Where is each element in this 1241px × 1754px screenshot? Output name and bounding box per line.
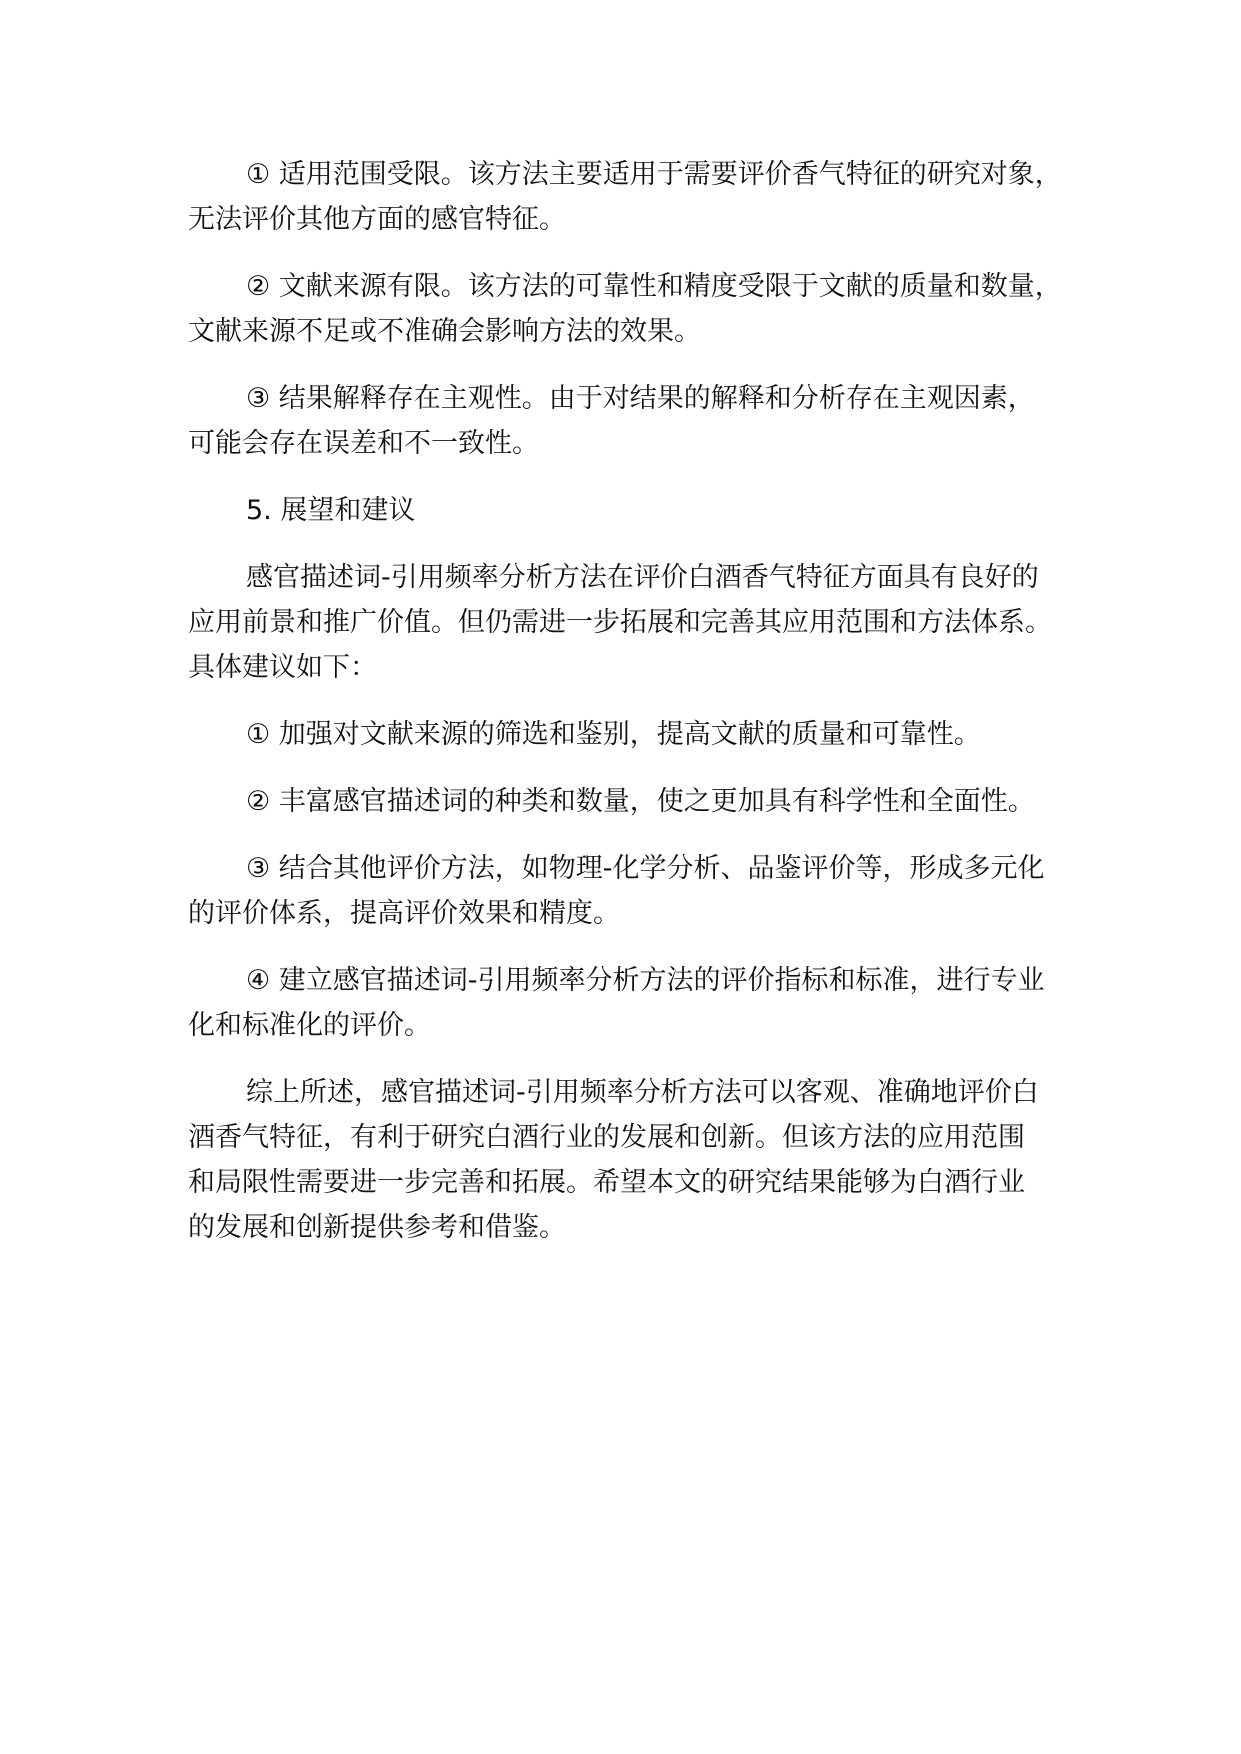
suggestion-paragraph-4 — [188, 958, 1088, 1048]
suggestion-paragraph-2 — [188, 779, 1088, 824]
text-line: 的评价体系，提高评价效果和精度。 — [188, 898, 620, 929]
limitation-paragraph-1 — [188, 152, 1088, 242]
text-line: 应用前景和推广价值。但仍需进一步拓展和完善其应用范围和方法体系。 — [188, 607, 1052, 638]
text-line: ① 适用范围受限。该方法主要适用于需要评价香气特征的研究对象， — [246, 159, 1062, 190]
text-line: 综上所述，感官描述词-引用频率分析方法可以客观、准确地评价白 — [246, 1077, 1039, 1108]
text-line: ③ 结合其他评价方法，如物理-化学分析、品鉴评价等，形成多元化 — [246, 853, 1045, 884]
section-heading-text: 5. 展望和建议 — [246, 495, 416, 526]
text-line: 无法评价其他方面的感官特征。 — [188, 204, 566, 235]
text-line: 化和标准化的评价。 — [188, 1010, 431, 1041]
text-line: ① 加强对文献来源的筛选和鉴别，提高文献的质量和可靠性。 — [246, 719, 981, 750]
text-line: 具体建议如下： — [188, 652, 377, 683]
conclusion-paragraph — [188, 1070, 1088, 1250]
document-body — [188, 152, 1088, 1272]
limitation-paragraph-3 — [188, 376, 1088, 466]
section-heading — [188, 488, 1088, 533]
text-line: ② 文献来源有限。该方法的可靠性和精度受限于文献的质量和数量， — [246, 271, 1062, 302]
outlook-paragraph — [188, 555, 1088, 690]
text-line: 的发展和创新提供参考和借鉴。 — [188, 1212, 566, 1243]
text-line: 感官描述词-引用频率分析方法在评价白酒香气特征方面具有良好的 — [246, 562, 1039, 593]
text-line: ② 丰富感官描述词的种类和数量，使之更加具有科学性和全面性。 — [246, 786, 1035, 817]
text-line: ③ 结果解释存在主观性。由于对结果的解释和分析存在主观因素， — [246, 383, 1035, 414]
text-line: ④ 建立感官描述词-引用频率分析方法的评价指标和标准，进行专业 — [246, 965, 1045, 996]
suggestion-paragraph-1 — [188, 712, 1088, 757]
limitation-paragraph-2 — [188, 264, 1088, 354]
suggestion-paragraph-3 — [188, 846, 1088, 936]
text-line: 文献来源不足或不准确会影响方法的效果。 — [188, 316, 701, 347]
text-line: 酒香气特征，有利于研究白酒行业的发展和创新。但该方法的应用范围 — [188, 1122, 1025, 1153]
text-line: 和局限性需要进一步完善和拓展。希望本文的研究结果能够为白酒行业 — [188, 1167, 1025, 1198]
text-line: 可能会存在误差和不一致性。 — [188, 428, 539, 459]
